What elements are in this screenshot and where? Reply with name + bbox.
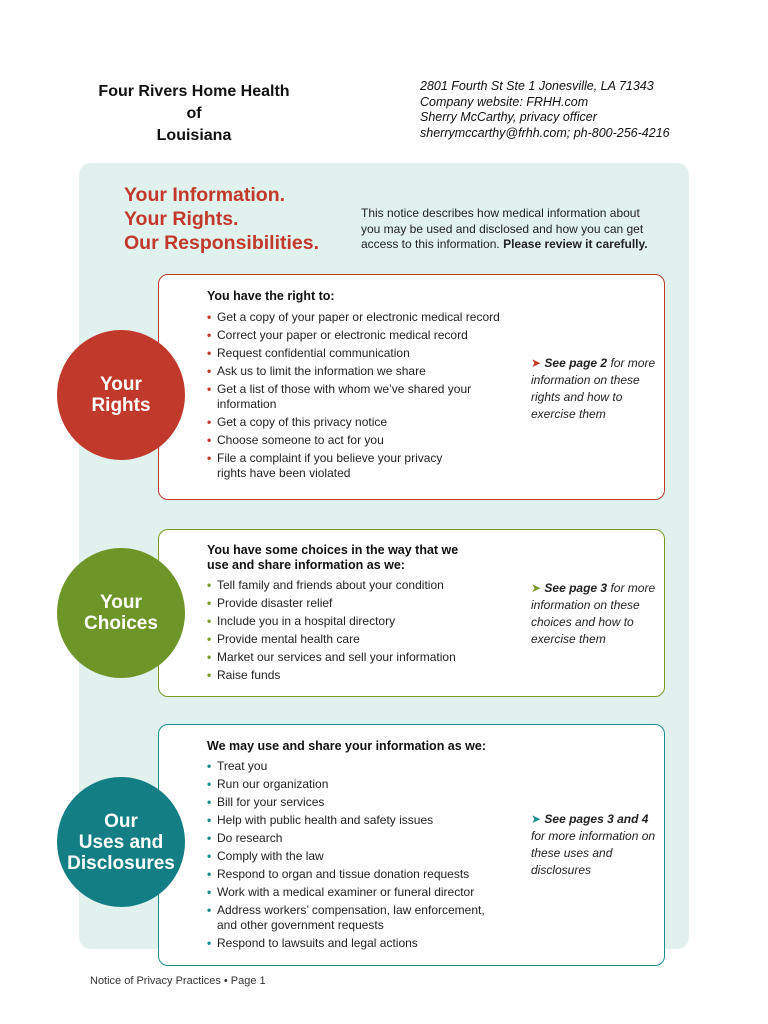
bullet-dot-icon: • bbox=[207, 346, 212, 360]
bullet-dot-icon: • bbox=[207, 632, 212, 646]
circle-label: Your Choices bbox=[84, 592, 158, 634]
list-item: • Respond to lawsuits and legal actions bbox=[207, 936, 418, 950]
circle-label: Your Rights bbox=[91, 374, 151, 416]
rights-title: You have the right to: bbox=[207, 289, 335, 303]
list-item: • Do research bbox=[207, 831, 283, 845]
bullet-dot-icon: • bbox=[207, 936, 212, 950]
bullet-dot-icon: • bbox=[207, 831, 212, 845]
headline bbox=[124, 183, 319, 255]
organization-name bbox=[86, 81, 302, 147]
bullet-dot-icon: • bbox=[207, 415, 212, 429]
arrow-right-icon: ➤ bbox=[531, 581, 542, 595]
address-text: 2801 Fourth St Ste 1 Jonesville, LA 71343 bbox=[420, 79, 654, 93]
headline-line3: Our Responsibilities. bbox=[124, 232, 320, 254]
circle-label: Our Uses and Disclosures bbox=[67, 810, 175, 874]
uses-box bbox=[158, 724, 665, 966]
bullet-dot-icon: • bbox=[207, 614, 212, 628]
website-text: Company website: FRHH.com bbox=[420, 94, 589, 109]
bullet-dot-icon: • bbox=[207, 813, 212, 827]
list-item: • Provide mental health care bbox=[207, 632, 360, 646]
contact-block bbox=[420, 79, 720, 141]
choices-list bbox=[207, 578, 512, 686]
list-item: • Get a list of those with whom we’ve shared your information bbox=[207, 382, 472, 411]
bullet-dot-icon: • bbox=[207, 668, 212, 682]
bullet-dot-icon: • bbox=[207, 451, 212, 465]
privacy-officer-text: Sherry McCarthy, privacy officer bbox=[420, 110, 597, 124]
list-item: • Work with a medical examiner or funeral director bbox=[207, 885, 475, 899]
arrow-right-icon: ➤ bbox=[531, 812, 542, 826]
bullet-dot-icon: • bbox=[207, 777, 212, 791]
your-choices-circle bbox=[57, 548, 185, 678]
bullet-dot-icon: • bbox=[207, 849, 212, 863]
see-page-ref: See page 3 bbox=[544, 581, 608, 595]
list-item: • File a complaint if you believe your privacy rights have been violated bbox=[207, 451, 443, 480]
list-item: • Bill for your services bbox=[207, 795, 325, 809]
list-item: • Tell family and friends about your condition bbox=[207, 578, 444, 592]
bullet-dot-icon: • bbox=[207, 364, 212, 378]
list-item: • Comply with the law bbox=[207, 849, 324, 863]
list-item: • Choose someone to act for you bbox=[207, 433, 384, 447]
choices-title: You have some choices in the way that we use and share information as we: bbox=[207, 543, 459, 572]
list-item: • Get a copy of your paper or electronic medical record bbox=[207, 310, 500, 324]
org-name-line3: Louisiana bbox=[156, 127, 232, 144]
bullet-dot-icon: • bbox=[207, 650, 212, 664]
org-name-line1: Four Rivers Home Health bbox=[98, 83, 290, 100]
arrow-right-icon: ➤ bbox=[531, 356, 542, 370]
rights-box bbox=[158, 274, 665, 500]
intro-body: This notice describes how medical information about you may be used and disclosed and how you can get access to this information. bbox=[361, 206, 644, 251]
see-page-ref: See page 2 bbox=[544, 356, 608, 370]
list-item: • Include you in a hospital directory bbox=[207, 614, 396, 628]
bullet-dot-icon: • bbox=[207, 596, 212, 610]
bullet-dot-icon: • bbox=[207, 310, 212, 324]
bullet-dot-icon: • bbox=[207, 382, 212, 396]
bullet-dot-icon: • bbox=[207, 759, 212, 773]
list-item: • Treat you bbox=[207, 759, 268, 773]
bullet-dot-icon: • bbox=[207, 433, 212, 447]
list-item: • Provide disaster relief bbox=[207, 596, 333, 610]
see-page-note bbox=[531, 355, 656, 423]
see-page-note bbox=[531, 580, 656, 648]
see-page-desc: for more information on these uses and disclosures bbox=[531, 829, 656, 877]
headline-line1: Your Information. bbox=[124, 184, 286, 206]
list-item: • Market our services and sell your information bbox=[207, 650, 456, 664]
bullet-dot-icon: • bbox=[207, 578, 212, 592]
intro-text bbox=[361, 206, 659, 253]
list-item: • Respond to organ and tissue donation requests bbox=[207, 867, 470, 881]
list-item: • Ask us to limit the information we share bbox=[207, 364, 426, 378]
choices-box bbox=[158, 529, 665, 697]
see-page-desc: for more information on these choices and how to exercise them bbox=[531, 581, 656, 646]
rights-list bbox=[207, 310, 512, 484]
uses-list bbox=[207, 759, 512, 954]
bullet-dot-icon: • bbox=[207, 903, 212, 917]
bullet-dot-icon: • bbox=[207, 867, 212, 881]
our-uses-circle bbox=[57, 777, 185, 907]
list-item: • Address workers’ compensation, law enforcement, and other government requests bbox=[207, 903, 485, 932]
page-footer: Notice of Privacy Practices • Page 1 bbox=[90, 975, 266, 987]
bullet-dot-icon: • bbox=[207, 885, 212, 899]
uses-title: We may use and share your information as we: bbox=[207, 739, 487, 753]
list-item: • Help with public health and safety issues bbox=[207, 813, 434, 827]
list-item: • Request confidential communication bbox=[207, 346, 410, 360]
org-name-line2: of bbox=[186, 105, 202, 122]
list-item: • Run our organization bbox=[207, 777, 329, 791]
see-page-ref: See pages 3 and 4 bbox=[544, 812, 649, 826]
list-item: • Raise funds bbox=[207, 668, 281, 682]
bullet-dot-icon: • bbox=[207, 795, 212, 809]
list-item: • Correct your paper or electronic medical record bbox=[207, 328, 468, 342]
bullet-dot-icon: • bbox=[207, 328, 212, 342]
headline-line2: Your Rights. bbox=[124, 208, 239, 230]
see-page-desc: for more information on these rights and how to exercise them bbox=[531, 356, 656, 421]
contact-email-phone: sherrymccarthy@frhh.com; ph-800-256-4216 bbox=[420, 125, 670, 140]
your-rights-circle bbox=[57, 330, 185, 460]
list-item: • Get a copy of this privacy notice bbox=[207, 415, 388, 429]
see-page-note bbox=[531, 811, 659, 879]
intro-emphasis: Please review it carefully. bbox=[503, 237, 648, 251]
